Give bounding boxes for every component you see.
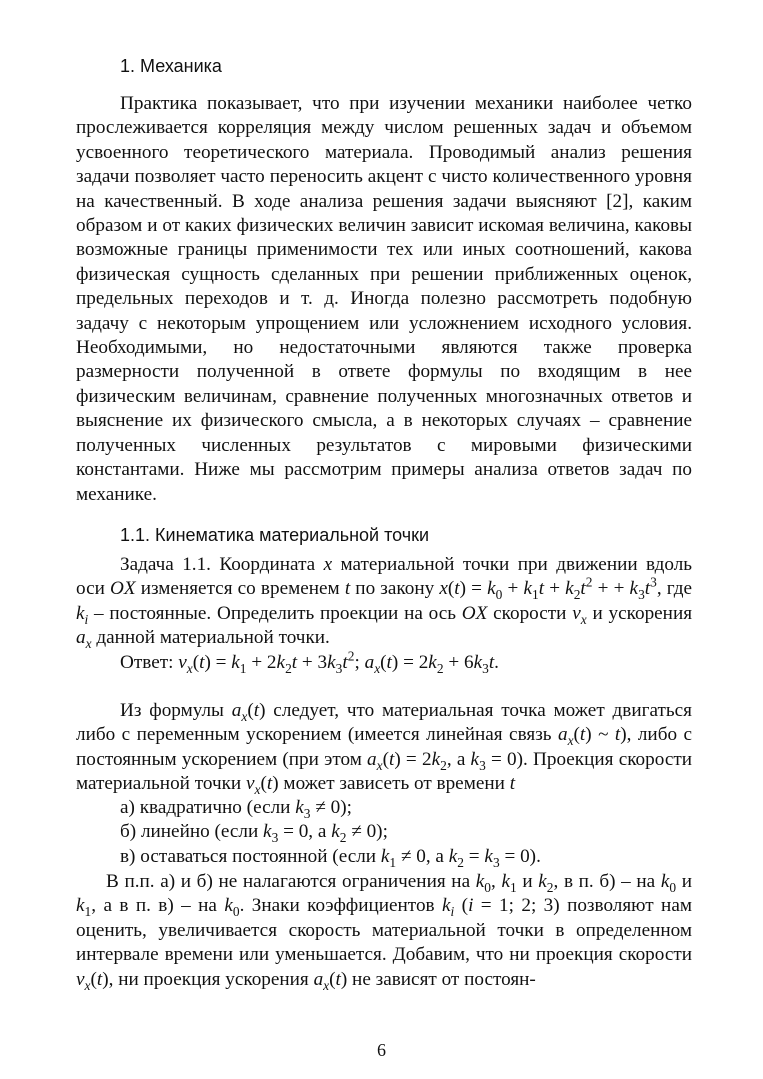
intro-paragraph: Практика показывает, что при изучении механики наиболее четко прослеживается корреляция между числом решенных задач и объемом усвоенного теоретического материала. Проводимый анализ решения задачи позволяет часто переносить акцент с чисто количественного уровня на качественный. В ходе анализа решения задачи выясняют [2], каким образом и от каких физических величин зависит искомая величина, каковы возможные границы применимости тех или иных соотношений, какова физическая сущность сделанных при решении приближенных оценок, предельных переходов и т. д. Иногда полезно рассмотреть подобную задачу с некоторым упрощением или усложнением исходного условия. Необходимыми, но недостаточными являются также проверка размерности полученной в ответе формулы по входящим в нее физическим величинам, сравнение полученных многозначных ответов и выяснение их физического смысла, а в некоторых случаях – сравнение полученных численных результатов с мировыми физическими константами. Ниже мы рассмотрим примеры анализа ответов задач по механике. xyxy=(76,93,692,505)
conditions-list xyxy=(76,796,736,869)
problem-text: и ускорения xyxy=(592,602,693,624)
analysis-paragraph xyxy=(76,699,692,797)
problem-text: изменяется со временем xyxy=(140,578,340,600)
subsection-heading: 1.1. Кинематика материальной точки xyxy=(120,525,430,545)
law-formula: $x(t) = k_0 + k_1t + k_2t^2$ + + $k_3t^3$ xyxy=(439,575,657,603)
answer-label: Ответ: xyxy=(120,651,174,673)
answer-line: Ответ: $v_x(t) = k_1 + 2k_2t + 3k_3t^2$; $a_x(t) = 2k_2 + 6k_3t$. xyxy=(120,648,499,676)
var-t: t xyxy=(344,578,351,600)
analysis-part: следует, что материальная точка может двигаться либо с переменным ускорением (имеется линейная связь xyxy=(76,700,692,746)
problem-text: данной материальной точки. xyxy=(96,627,330,649)
section-heading: 1. Механика xyxy=(120,56,222,76)
analysis-part: Из формулы xyxy=(120,700,224,721)
problem-text: по закону xyxy=(355,578,435,600)
analysis-part: может зависеть от времени xyxy=(283,773,505,795)
list-item: в) оставаться постоянной (если $k_1 \ne 0$, а $k_2 = k_3 = 0$). xyxy=(120,845,541,870)
problem-text: – постоянные. Определить проекции на ось xyxy=(94,602,456,624)
page-number: 6 xyxy=(377,1040,386,1060)
analysis-part: ), либо с постоянным ускорением (при этом xyxy=(76,724,692,770)
list-item: а) квадратично (если $k_3 \ne 0$); xyxy=(120,797,352,821)
list-item: б) линейно (если $k_3 = 0$, а $k_2 \ne 0$); xyxy=(120,821,388,846)
problem-text: материальной точки при движении вдоль оси xyxy=(76,554,693,600)
conclusion-paragraph: В п.п. а) и б) не налагаются ограничения на $k_0$, $k_1$ и $k_2$, в п. б) – на $k_0$ и $k_1$, а в п. в) – на $k_0$. Знаки коэффициентов $k_i$ (i = 1; 2; 3) позволяют нам оценить, увеличивается скорость материальной точки в определенном интервале времени или уменьшается. Добавим, что ни проекция скорости $v_x(t)$, ни проекция ускорения $a_x(t)$ не зависят от постоян- xyxy=(76,871,693,993)
problem-statement: Задача 1.1. Координата x материальной точки при движении вдоль оси OX изменяется со временем t по закону $x(t) = k_0 + k_1t + k_2t^2$ + + $k_3t^3$, где $k_i$ – постоянные. Определить проекции на ось OX скорости $v_x$ и ускорения $a_x$ данной материальной точки. xyxy=(76,554,693,652)
problem-text: Координата xyxy=(219,554,316,575)
var-x: x xyxy=(323,554,333,575)
problem-label: Задача 1.1. xyxy=(120,554,211,575)
axis-ox: OX xyxy=(110,578,136,600)
problem-text: где xyxy=(666,578,692,600)
analysis-part: ). Проекция скорости материальной точки xyxy=(76,748,692,795)
problem-block xyxy=(76,553,692,675)
analysis-text: Из формулы $a_x(t)$ следует, что материальная точка может двигаться либо с переменным ускорением (имеется линейная связь $a_x(t)$ ~ t), либо с постоянным ускорением (при этом $a_x(t) = 2k_2$, а $k_3 = 0$). Проекция скорости материальной точки $v_x(t)$ может зависеть от времени t xyxy=(76,700,692,798)
problem-text: скорости xyxy=(493,602,567,624)
